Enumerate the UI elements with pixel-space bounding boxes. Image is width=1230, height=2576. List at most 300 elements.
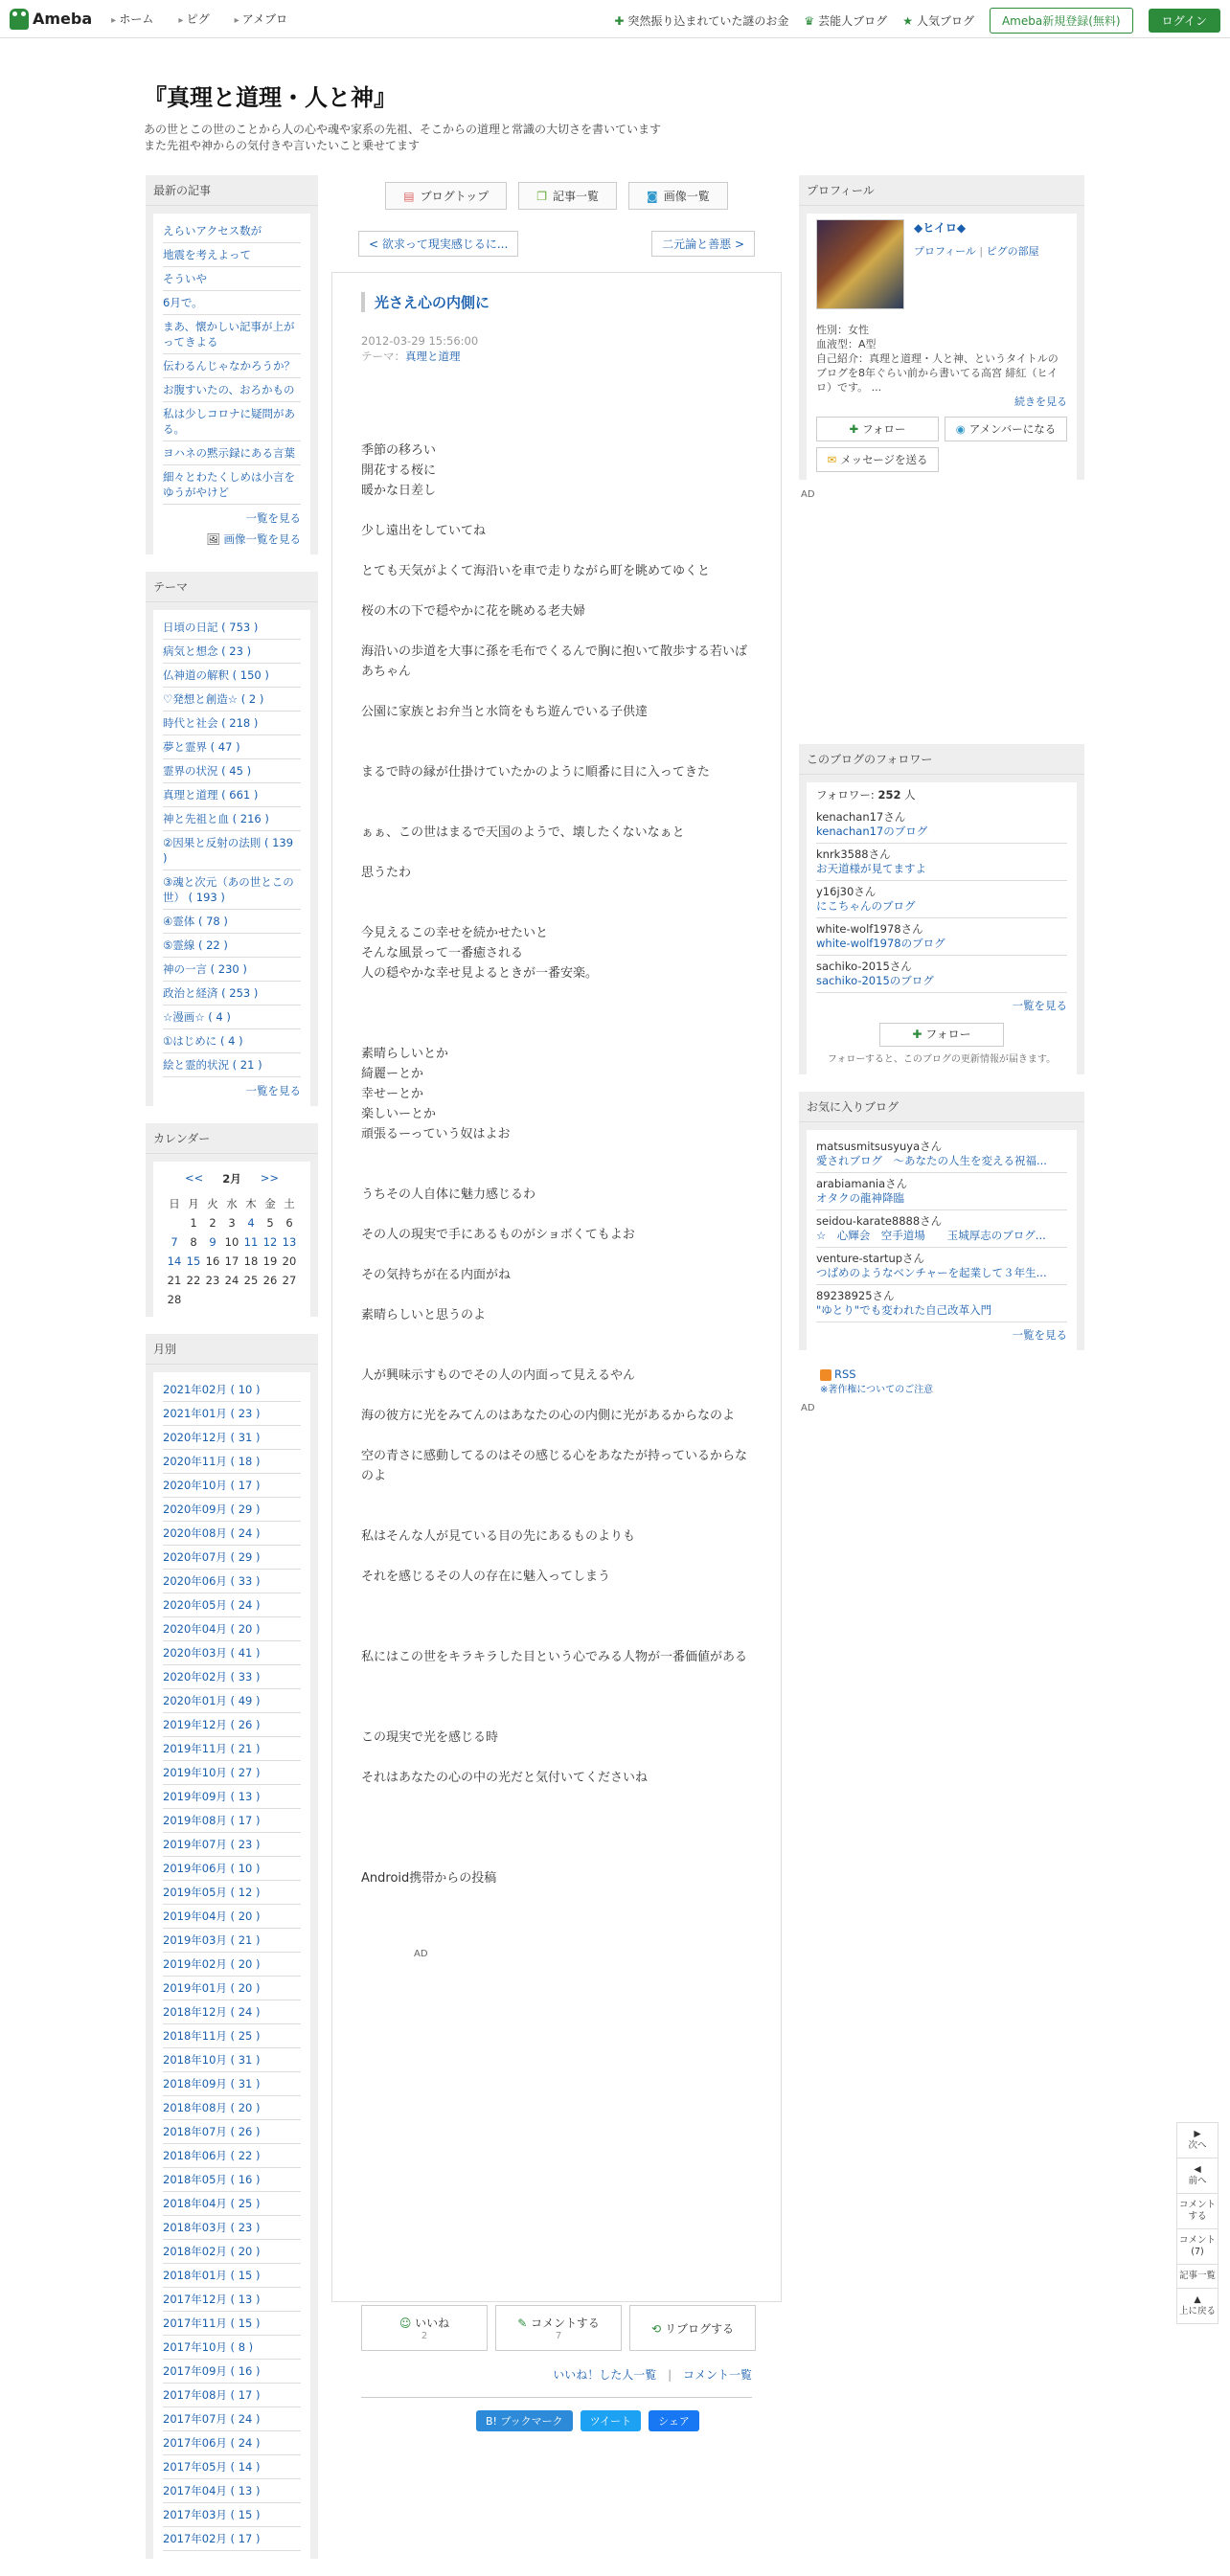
theme-item[interactable]	[163, 982, 301, 1006]
article	[331, 272, 782, 2428]
theme-item-link[interactable]: 霊界の状況 ( 45 )	[163, 764, 252, 778]
themes-more-link[interactable]: 一覧を見る	[245, 1084, 301, 1097]
up-arrow-icon: ▲	[1194, 2294, 1201, 2305]
popular-blog-link[interactable]	[902, 12, 974, 29]
archive-item[interactable]	[163, 1617, 301, 1641]
archive-item[interactable]	[163, 2000, 301, 2024]
theme-item-link[interactable]: 真理と道理 ( 661 )	[163, 788, 259, 802]
mail-icon: ✉	[827, 453, 837, 466]
archive-item-link[interactable]: 2017年07月 ( 24 )	[163, 2412, 261, 2426]
archive-item[interactable]	[163, 1785, 301, 1809]
calendar-day[interactable]: 15	[186, 1254, 201, 1268]
image-list-link[interactable]: 画像一覧を見る	[223, 532, 301, 546]
archive-item[interactable]	[163, 2240, 301, 2264]
archive-item[interactable]	[163, 2407, 301, 2431]
weekday-label: 火	[207, 1197, 218, 1210]
popular-blog-label: 人気ブログ	[916, 14, 974, 28]
theme-item-link[interactable]: 絵と霊的状況 ( 21 )	[163, 1058, 262, 1072]
theme-item-link[interactable]: ☆漫画☆ ( 4 )	[163, 1010, 231, 1024]
theme-item[interactable]	[163, 1053, 301, 1077]
theme-item-link[interactable]: 神と先祖と血 ( 216 )	[163, 812, 269, 825]
recent-heading: 最新の記事	[146, 175, 318, 206]
archive-item[interactable]	[163, 2431, 301, 2455]
archive-item[interactable]	[163, 2336, 301, 2360]
theme-item-link[interactable]: 時代と社会 ( 218 )	[163, 716, 259, 730]
comment-list-link[interactable]: コメント一覧	[682, 2368, 752, 2382]
archive-item-link[interactable]: 2021年02月 ( 10 )	[163, 1383, 261, 1396]
recent-post-item-link[interactable]: ヨハネの黙示録にある言葉	[163, 446, 295, 460]
blog-link[interactable]: にこちゃんのブログ	[816, 899, 916, 913]
blog-link[interactable]: sachiko-2015のブログ	[816, 974, 934, 987]
facebook-share-button[interactable]: シェア	[649, 2410, 699, 2431]
blog-link[interactable]: オタクの龍神降臨	[816, 1191, 904, 1205]
recent-post-item-link[interactable]: 伝わるんじゃなかろうか？	[163, 359, 295, 373]
archive-item-link[interactable]: 2018年10月 ( 31 )	[163, 2053, 261, 2067]
archive-item-link[interactable]: 2019年11月 ( 21 )	[163, 1742, 261, 1755]
calendar-day: 27	[282, 1274, 297, 1287]
recent-post-item-link[interactable]: 私は少しコロナに疑問がある。	[163, 407, 295, 436]
recent-post-item[interactable]	[163, 354, 301, 378]
theme-item-link[interactable]: ④霊体 ( 78 )	[163, 915, 228, 928]
archive-item[interactable]	[163, 2216, 301, 2240]
archive-item[interactable]	[163, 1689, 301, 1713]
recent-post-item-link[interactable]: 6月で。	[163, 296, 203, 309]
ad-label: AD	[801, 1403, 815, 1413]
article-title[interactable]: 光さえ心の内側に	[361, 292, 752, 312]
archive-item-link[interactable]: 2018年02月 ( 20 )	[163, 2245, 261, 2258]
calendar-icon: ▤	[403, 189, 415, 203]
blog-header	[144, 79, 1082, 154]
theme-item[interactable]	[163, 735, 301, 759]
theme-item-link[interactable]: ③魂と次元（あの世とこの世） ( 193 )	[163, 875, 294, 904]
calendar-day: 1	[190, 1216, 197, 1230]
follower-item	[816, 806, 1067, 844]
archive-item-link[interactable]: 2018年08月 ( 20 )	[163, 2101, 261, 2114]
calendar-day[interactable]: 4	[247, 1216, 255, 1230]
follow-button-2[interactable]	[879, 1023, 1004, 1047]
calendar-day: 5	[266, 1216, 274, 1230]
archive-item[interactable]	[163, 1570, 301, 1593]
docs-icon: ❐	[536, 189, 548, 203]
archive-item-link[interactable]: 2018年12月 ( 24 )	[163, 2005, 261, 2019]
tweet-button[interactable]: ツイート	[581, 2410, 641, 2431]
archive-item-link[interactable]: 2019年09月 ( 13 )	[163, 1790, 261, 1803]
tab-image-list[interactable]	[628, 182, 728, 210]
calendar-day: 18	[243, 1254, 259, 1268]
blog-link[interactable]: お天道様が見てますよ	[816, 862, 926, 875]
archive-item[interactable]	[163, 1593, 301, 1617]
archive-item[interactable]	[163, 1713, 301, 1737]
theme-item-link[interactable]: ♡発想と創造☆ ( 2 )	[163, 692, 264, 706]
archive-item-link[interactable]: 2018年05月 ( 16 )	[163, 2173, 261, 2186]
body-line: ぁぁ、この世はまるで天国のようで、壊したくないなぁと	[361, 825, 685, 840]
archive-item[interactable]	[163, 1833, 301, 1857]
archive-item[interactable]	[163, 1905, 301, 1929]
archive-item-link[interactable]: 2018年11月 ( 25 )	[163, 2029, 261, 2043]
archive-item-link[interactable]: 2019年08月 ( 17 )	[163, 1814, 261, 1827]
body-line: その人の現実で手にあるものがショボくてもよお	[361, 1228, 635, 1242]
rss-icon	[820, 1369, 831, 1381]
back-to-top-button[interactable]	[1177, 2289, 1218, 2323]
archive-item[interactable]	[163, 1450, 301, 1474]
article-body	[361, 441, 752, 1959]
archive-item-link[interactable]: 2017年05月 ( 14 )	[163, 2460, 261, 2474]
archive-item-link[interactable]: 2018年06月 ( 22 )	[163, 2149, 261, 2162]
body-line: 人の穏やかな幸せ見よるときが一番安楽。	[361, 966, 599, 981]
archive-item-link[interactable]: 2020年05月 ( 24 )	[163, 1598, 261, 1612]
sublinks-separator: |	[668, 2368, 672, 2382]
archive-item[interactable]	[163, 2527, 301, 2551]
archive-item-link[interactable]: 2018年01月 ( 15 )	[163, 2269, 261, 2282]
archive-item[interactable]	[163, 2120, 301, 2144]
recent-post-item-link[interactable]: そういや	[163, 272, 207, 285]
calendar-table	[165, 1194, 299, 1309]
archive-item[interactable]	[163, 1857, 301, 1881]
profile-box	[799, 175, 1084, 480]
global-right	[614, 8, 1220, 34]
archive-item-link[interactable]: 2020年11月 ( 18 )	[163, 1455, 261, 1468]
archive-item[interactable]	[163, 2312, 301, 2336]
archive-item-link[interactable]: 2019年01月 ( 20 )	[163, 1981, 261, 1995]
theme-item-link[interactable]: 夢と霊界 ( 47 )	[163, 740, 240, 754]
user-name[interactable]: sachiko-2015さん	[816, 960, 912, 973]
hatena-bookmark-button[interactable]: B! ブックマーク	[476, 2410, 573, 2431]
divider	[361, 2397, 752, 2398]
like-button[interactable]	[361, 2305, 488, 2351]
next-article-link[interactable]: 二元論と善悪 >	[651, 231, 755, 257]
calendar-day	[203, 1290, 222, 1309]
prev-article-link[interactable]: < 欲求って現実感じるに...	[358, 231, 518, 257]
archive-item[interactable]	[163, 1402, 301, 1426]
archive-item[interactable]	[163, 1378, 301, 1402]
calendar-next[interactable]: >>	[260, 1171, 280, 1185]
blog-link[interactable]: つばめのようなベンチャーを起業して３年生...	[816, 1266, 1047, 1279]
archive-item-link[interactable]: 2017年04月 ( 13 )	[163, 2484, 261, 2497]
archive-item-link[interactable]: 2020年07月 ( 29 )	[163, 1550, 261, 1564]
recent-post-item[interactable]	[163, 291, 301, 315]
ameba-logo[interactable]	[10, 9, 92, 30]
tab-article-list-label: 記事一覧	[553, 190, 600, 203]
user-name[interactable]: arabiamaniaさん	[816, 1177, 908, 1190]
calendar-day	[165, 1213, 184, 1232]
prev-article-button[interactable]	[1177, 2158, 1218, 2194]
archive-item-link[interactable]: 2017年11月 ( 15 )	[163, 2316, 261, 2330]
theme-item[interactable]	[163, 759, 301, 783]
archive-item[interactable]	[163, 1665, 301, 1689]
archive-item-link[interactable]: 2017年03月 ( 15 )	[163, 2508, 261, 2521]
theme-item-link[interactable]: 日頃の日記 ( 753 )	[163, 621, 259, 634]
float-comment-count[interactable]: コメント(7)	[1177, 2229, 1218, 2265]
user-name[interactable]: matsusmitsusyuyaさん	[816, 1140, 943, 1153]
profile-name[interactable]: ◆ヒイロ◆	[914, 221, 967, 235]
blog-title[interactable]: 『真理と道理・人と神』	[144, 83, 397, 111]
body-line: その気持ちが在る内面がね	[361, 1268, 512, 1282]
nav-pigg[interactable]: ▸ ピグ	[178, 11, 209, 27]
comment-icon: ✎	[517, 2316, 528, 2330]
archive-item-link[interactable]: 2018年07月 ( 26 )	[163, 2125, 261, 2138]
theme-item[interactable]	[163, 688, 301, 712]
archive-item[interactable]	[163, 2503, 301, 2527]
recent-post-item[interactable]	[163, 315, 301, 354]
reblog-button[interactable]	[629, 2305, 756, 2351]
recent-post-item[interactable]	[163, 378, 301, 402]
archive-item[interactable]	[163, 1881, 301, 1905]
body-line: それはあなたの心の中の光だと気付いてくださいね	[361, 1771, 649, 1785]
recent-more-link[interactable]: 一覧を見る	[245, 511, 301, 525]
body-line: 私はそんな人が見ている目の先にあるものよりも	[361, 1529, 636, 1544]
archive-item[interactable]	[163, 1737, 301, 1761]
user-name[interactable]: 89238925さん	[816, 1289, 895, 1302]
archive-item[interactable]	[163, 1809, 301, 1833]
archive-item[interactable]	[163, 2455, 301, 2479]
favorites-more-link[interactable]: 一覧を見る	[1012, 1328, 1067, 1342]
blog-desc-1: あの世とこの世のことから人の心や魂や家系の先祖、そこからの道理と常識の大切さを書いています	[144, 123, 662, 136]
archive-item[interactable]	[163, 1522, 301, 1546]
blog-link[interactable]: "ゆとり"でも変われた自己改革入門	[816, 1303, 992, 1317]
archive-item[interactable]	[163, 1929, 301, 1953]
profile-info	[816, 323, 1067, 409]
calendar-day: 10	[224, 1235, 239, 1249]
calendar-day	[261, 1290, 280, 1309]
archive-item-link[interactable]: 2020年06月 ( 33 )	[163, 1574, 261, 1588]
archive-item[interactable]	[163, 1498, 301, 1522]
pigg-room-link[interactable]: ピグの部屋	[986, 245, 1039, 258]
archive-item-link[interactable]: 2020年08月 ( 24 )	[163, 1526, 261, 1540]
archive-item-link[interactable]: 2019年05月 ( 12 )	[163, 1886, 261, 1899]
archive-item-link[interactable]: 2020年02月 ( 33 )	[163, 1670, 261, 1683]
recent-list	[163, 219, 301, 505]
body-line: 人が興味示すものでその人の内面って見えるやん	[361, 1368, 636, 1383]
star-icon: ★	[902, 13, 913, 28]
pager	[331, 231, 782, 257]
archive-item[interactable]	[163, 2360, 301, 2384]
calendar-day: 20	[282, 1254, 297, 1268]
theme-item[interactable]	[163, 783, 301, 807]
article-theme-link[interactable]: 真理と道理	[405, 350, 461, 363]
archive-item-link[interactable]: 2017年06月 ( 24 )	[163, 2436, 261, 2450]
user-name[interactable]: white-wolf1978さん	[816, 922, 923, 936]
calendar-day[interactable]: 11	[243, 1235, 259, 1249]
theme-item[interactable]	[163, 712, 301, 735]
archive-item[interactable]	[163, 2072, 301, 2096]
theme-item-link[interactable]: ②因果と反射の法則 ( 139 )	[163, 836, 294, 865]
liked-list-link[interactable]: いいね！した人一覧	[553, 2368, 657, 2382]
nav-home[interactable]: ▸ ホーム	[111, 11, 153, 27]
archive-item-link[interactable]: 2019年12月 ( 26 )	[163, 1718, 261, 1731]
news-link[interactable]	[614, 12, 788, 29]
archive-item-link[interactable]: 2019年03月 ( 21 )	[163, 1933, 261, 1947]
archive-item[interactable]	[163, 2264, 301, 2288]
float-comment-button[interactable]: コメントする	[1177, 2194, 1218, 2229]
recent-post-item[interactable]	[163, 402, 301, 441]
recent-post-item-link[interactable]: 細々とわたくしめは小言をゆうがやけど	[163, 470, 295, 499]
archive-item-link[interactable]: 2017年12月 ( 13 )	[163, 2293, 261, 2306]
user-name[interactable]: venture-startupさん	[816, 1252, 925, 1265]
archive-item[interactable]	[163, 2192, 301, 2216]
archive-item-link[interactable]: 2017年09月 ( 16 )	[163, 2364, 261, 2378]
archive-item[interactable]	[163, 1953, 301, 1977]
calendar-day[interactable]: 12	[262, 1235, 278, 1249]
favorite-item	[816, 1136, 1067, 1173]
archive-item-link[interactable]: 2021年01月 ( 23 )	[163, 1407, 261, 1420]
archive-item[interactable]	[163, 2096, 301, 2120]
followers-more-link[interactable]: 一覧を見る	[1012, 999, 1067, 1012]
tab-blog-top[interactable]	[385, 182, 507, 210]
body-line: 頑張るーっていう奴はよお	[361, 1127, 511, 1141]
theme-item-link[interactable]: ⑤霊線 ( 22 )	[163, 938, 228, 952]
recent-post-item-link[interactable]: 地震を考えよって	[163, 248, 251, 261]
user-name[interactable]: seidou-karate8888さん	[816, 1214, 943, 1228]
calendar-day[interactable]: 7	[171, 1235, 178, 1249]
login-button[interactable]: ログイン	[1149, 9, 1220, 33]
message-button[interactable]	[816, 447, 939, 472]
archive-item[interactable]	[163, 2479, 301, 2503]
archive-item[interactable]	[163, 2024, 301, 2048]
archive-item-link[interactable]: 2018年09月 ( 31 )	[163, 2077, 261, 2090]
calendar-day: 22	[186, 1274, 201, 1287]
follow-button[interactable]	[816, 417, 939, 441]
archive-item-link[interactable]: 2020年12月 ( 31 )	[163, 1431, 261, 1444]
archive-item[interactable]	[163, 2384, 301, 2407]
archive-item[interactable]	[163, 2048, 301, 2072]
theme-item[interactable]	[163, 910, 301, 934]
body-line: 空の青さに感動してるのはその感じる心をあなたが持っているからなのよ	[361, 1449, 748, 1483]
archive-item-link[interactable]: 2019年04月 ( 20 )	[163, 1909, 261, 1923]
theme-item[interactable]	[163, 616, 301, 640]
profile-blood: 血液型：A型	[816, 338, 877, 350]
weekday-label: 土	[284, 1197, 295, 1210]
archive-item[interactable]	[163, 2144, 301, 2168]
theme-item[interactable]	[163, 934, 301, 958]
archive-item-link[interactable]: 2019年06月 ( 10 )	[163, 1862, 261, 1875]
theme-item[interactable]	[163, 958, 301, 982]
recent-post-item[interactable]	[163, 243, 301, 267]
archive-item-link[interactable]: 2017年08月 ( 17 )	[163, 2388, 261, 2402]
theme-item-link[interactable]: 神の一言 ( 230 )	[163, 962, 247, 976]
theme-item-link[interactable]: 仏神道の解釈 ( 150 )	[163, 668, 269, 682]
theme-item[interactable]	[163, 1029, 301, 1053]
recent-post-item[interactable]	[163, 441, 301, 465]
global-header	[0, 0, 1230, 38]
theme-item[interactable]	[163, 807, 301, 831]
rss-link[interactable]: RSS	[834, 1367, 856, 1381]
followers-heading: このブログのフォロワー	[799, 744, 1084, 775]
calendar-prev[interactable]: <<	[184, 1171, 204, 1185]
archive-item-link[interactable]: 2018年04月 ( 25 )	[163, 2197, 261, 2210]
recent-post-item[interactable]	[163, 465, 301, 505]
archive-item-link[interactable]: 2018年03月 ( 23 )	[163, 2221, 261, 2234]
calendar-day[interactable]: 14	[167, 1254, 182, 1268]
archive-item-link[interactable]: 2019年10月 ( 27 )	[163, 1766, 261, 1779]
theme-item[interactable]	[163, 1006, 301, 1029]
archive-item-link[interactable]: 2017年10月 ( 8 )	[163, 2340, 254, 2354]
themes-heading: テーマ	[146, 572, 318, 602]
recent-post-item-link[interactable]: えらいアクセス数が	[163, 224, 262, 237]
amember-button[interactable]	[945, 417, 1067, 441]
float-article-list[interactable]: 記事一覧	[1177, 2265, 1218, 2289]
rss-area	[820, 1367, 1084, 1395]
profile-gender: 性別：女性	[816, 324, 869, 336]
archive-item[interactable]	[163, 1641, 301, 1665]
archive-item[interactable]	[163, 1977, 301, 2000]
copyright-notice-link[interactable]: ※著作権についてのご注意	[820, 1385, 934, 1395]
favorites-heading: お気に入りブログ	[799, 1092, 1084, 1122]
blog-link[interactable]: kenachan17のブログ	[816, 825, 928, 838]
archive-item-link[interactable]: 2017年02月 ( 17 )	[163, 2532, 261, 2545]
calendar-day: 16	[205, 1254, 220, 1268]
recent-post-item-link[interactable]: まあ、懐かしい記事が上がってきよる	[163, 320, 295, 349]
profile-link[interactable]: プロフィール	[914, 245, 976, 258]
theme-item[interactable]	[163, 664, 301, 688]
theme-item[interactable]	[163, 831, 301, 870]
message-label: メッセージを送る	[840, 453, 928, 466]
comment-button[interactable]	[495, 2305, 622, 2351]
blog-link[interactable]: ☆ 心輝会 空手道場 玉城厚志のブログ...	[816, 1229, 1046, 1242]
avatar[interactable]	[816, 219, 904, 309]
archive-item[interactable]	[163, 1546, 301, 1570]
body-line: 私にはこの世をキラキラした目という心でみる人物が一番価値がある	[361, 1650, 748, 1664]
profile-more-link[interactable]: 続きを見る	[1014, 395, 1067, 408]
user-name[interactable]: y16j30さん	[816, 885, 877, 898]
article-date: 2012-03-29 15:56:00	[361, 334, 479, 348]
calendar-day[interactable]: 9	[209, 1235, 216, 1249]
body-line: 今見えるこの幸せを続かせたいと	[361, 926, 549, 940]
blog-link[interactable]: 愛されブログ ～あなたの人生を変える祝福...	[816, 1154, 1047, 1167]
user-name[interactable]: kenachan17さん	[816, 810, 906, 824]
celeb-blog-link[interactable]	[804, 12, 887, 29]
next-article-button[interactable]	[1177, 2123, 1218, 2158]
theme-item-link[interactable]: 政治と経済 ( 253 )	[163, 986, 259, 1000]
archive-item[interactable]	[163, 1426, 301, 1450]
body-line: まるで時の縁が仕掛けていたかのように順番に目に入ってきた	[361, 765, 710, 780]
archive-item-link[interactable]: 2019年07月 ( 23 )	[163, 1838, 261, 1851]
calendar-day: 23	[205, 1274, 220, 1287]
register-button[interactable]: Ameba新規登録(無料)	[990, 8, 1133, 34]
archive-item[interactable]	[163, 1474, 301, 1498]
recent-posts-box	[146, 175, 318, 554]
archive-item[interactable]	[163, 2288, 301, 2312]
theme-item[interactable]	[163, 870, 301, 910]
archive-item[interactable]	[163, 1761, 301, 1785]
blog-desc-2: また先祖や神からの気付きや言いたいこと乗せてます	[144, 139, 421, 152]
calendar-day[interactable]: 13	[282, 1235, 297, 1249]
weekday-label: 月	[188, 1197, 199, 1210]
recent-post-item[interactable]	[163, 267, 301, 291]
calendar-day: 8	[190, 1235, 197, 1249]
archive-item-link[interactable]: 2020年09月 ( 29 )	[163, 1503, 261, 1516]
article-meta	[361, 333, 752, 364]
archive-item-link[interactable]: 2020年03月 ( 41 )	[163, 1646, 261, 1660]
tab-article-list[interactable]	[518, 182, 617, 210]
theme-item[interactable]	[163, 640, 301, 664]
theme-item-link[interactable]: 病気と想念 ( 23 )	[163, 644, 252, 658]
archive-item-link[interactable]: 2020年04月 ( 20 )	[163, 1622, 261, 1636]
blog-link[interactable]: white-wolf1978のブログ	[816, 937, 945, 950]
recent-post-item-link[interactable]: お腹すいたの、おろかもの	[163, 383, 295, 396]
archive-item-link[interactable]: 2019年02月 ( 20 )	[163, 1957, 261, 1971]
themes-box	[146, 572, 318, 1106]
theme-item-link[interactable]: ①はじめに ( 4 )	[163, 1034, 243, 1048]
calendar-day: 26	[262, 1274, 278, 1287]
nav-ameblo[interactable]: ▸ アメブロ	[235, 11, 287, 27]
user-name[interactable]: knrk3588さん	[816, 847, 891, 861]
recent-post-item[interactable]	[163, 219, 301, 243]
archive-item-link[interactable]: 2020年01月 ( 49 )	[163, 1694, 261, 1707]
archive-item-link[interactable]: 2020年10月 ( 17 )	[163, 1479, 261, 1492]
archive-heading: 月別	[146, 1334, 318, 1365]
tab-blog-top-label: ブログトップ	[420, 190, 490, 203]
archive-item[interactable]	[163, 2168, 301, 2192]
